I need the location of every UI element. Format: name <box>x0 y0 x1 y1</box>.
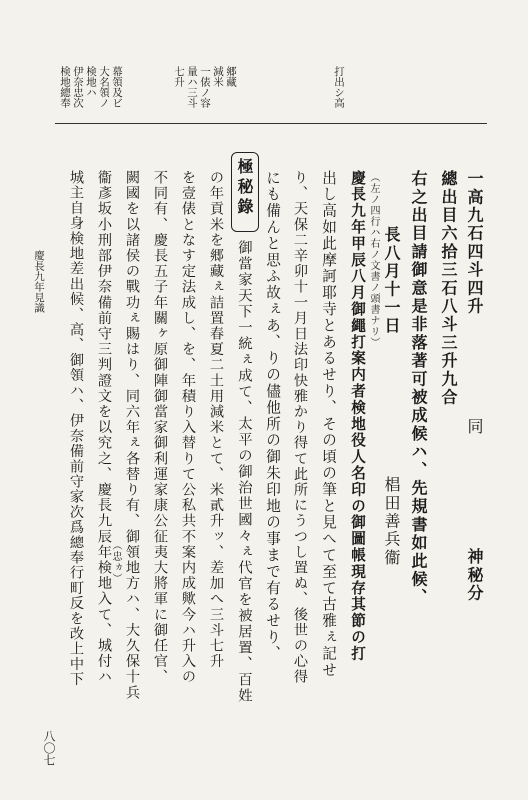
header-note-1: 打出シ高 <box>333 66 345 108</box>
header-note-2: 郷藏 <box>225 66 237 87</box>
text-line-1: 一高九石四斗四升 <box>465 170 484 316</box>
header-note-7: 幕領及ビ <box>111 66 123 108</box>
text-line-15: 城主自身検地差出候、高、御領ハ、伊奈備前守家次爲總奉行町反を改上中下 <box>68 170 84 687</box>
text-line-6: 出し高如此摩訶耶寺とあるせり、その頃の筆と見へて至て古雅ぇ記せ <box>320 170 337 679</box>
header-rule <box>55 123 487 124</box>
text-line-7: り、天保二辛卯十一月日法印快雅かり得て此所にうつし置ぬ、後世の心得 <box>292 170 308 685</box>
heading-gokuhiroku: 極秘錄 <box>235 158 254 218</box>
text-line-14: 衞彥坂小刑部伊奈備前守三判證文を以究之、慶長九辰年検地入て、城付ハ <box>96 170 112 685</box>
text-line-13: 闕國を以諸侯の戰功ぇ賜はり、同六年ぇ各替り有、御領地方ハ、大久保十兵 <box>124 170 140 701</box>
text-line-12: 不同有、慶長五子年關ヶ原御陣御當家御利運家康公征夷大將軍に御任官、 <box>152 170 168 685</box>
header-note-10: 伊奈忠次 <box>72 66 84 108</box>
text-line-3: 右之出目請御意是非落著可被成候ハ、先規書如此候、 <box>409 170 428 607</box>
text-line-4-date: 長八月十一日 <box>382 226 401 336</box>
text-line-8: にも備んと思ふ故ぇあ、りの儘他所の御朱印地の事まで有るせり、 <box>264 170 281 662</box>
header-note-8: 大名領ノ <box>98 66 110 108</box>
page-number: 八〇七 <box>42 730 56 766</box>
text-line-5: 慶長九年甲辰八月御繩打案内者検地役人名印の御圖帳現存其節の打 <box>349 170 366 662</box>
text-line-1-label: 神秘分 <box>465 548 484 603</box>
text-line-4-name: 椙田善兵衞 <box>382 476 401 567</box>
text-line-5-note: （左ノ四行ハ右ノ文書ノ頭書ナリ） <box>368 172 379 348</box>
header-note-4: 一俵ノ容 <box>199 66 211 108</box>
text-line-11: を壹俵となす定法成し、を、年積り入替りて公私共不案内成歟今ハ升入の <box>180 170 196 685</box>
text-line-10: の年貢米を郷藏ぇ詰置春夏二土用減米とて、米貳升ッ、差加へ三斗七升 <box>208 170 224 670</box>
header-note-5: 量ハ三斗 <box>186 66 198 108</box>
text-line-9: 御當家天下一統ぇ成て、太平の御治世國々ぇ代官を被居置、百姓 <box>236 240 252 704</box>
header-note-11: 検地總奉 <box>59 66 71 108</box>
header-note-9: 検地ハ <box>85 66 97 98</box>
text-line-2: 總出目六拾三石八斗三升九合 <box>439 170 458 407</box>
header-note-6: 七升 <box>173 66 185 87</box>
header-note-3: 減米 <box>212 66 224 87</box>
margin-label: 慶長九年見識 <box>33 250 45 313</box>
text-line-14-note: （忠ヵ） <box>110 540 121 584</box>
text-line-1-same: 同 <box>465 418 484 437</box>
